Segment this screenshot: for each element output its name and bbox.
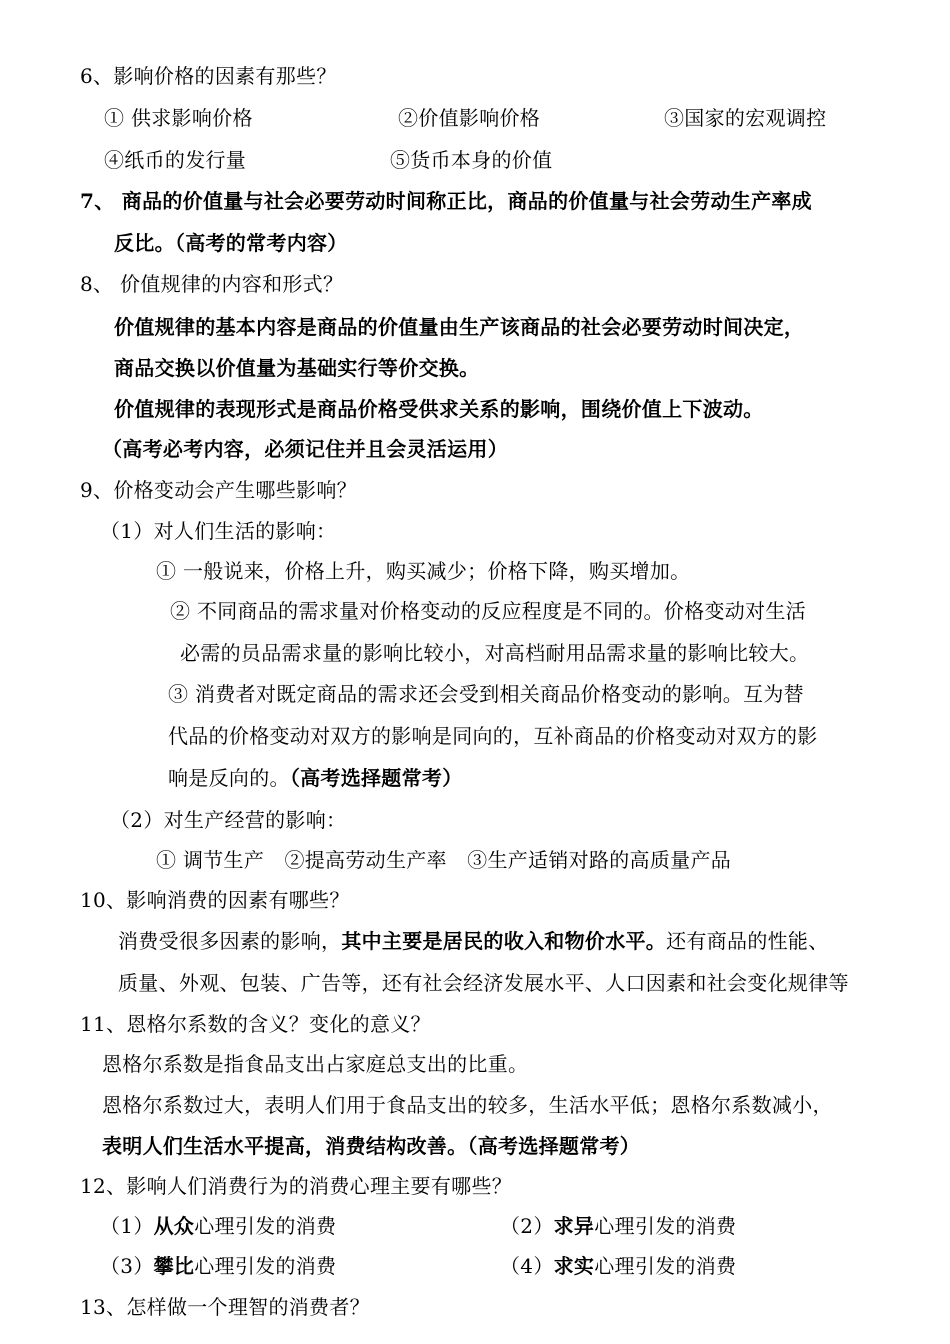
q9-sub-1: （1）对人们生活的影响： bbox=[100, 519, 337, 543]
q10-main-factor: 其中主要是居民的收入和物价水平。 bbox=[341, 929, 667, 953]
q11-line-3: 表明人们生活水平提高，消费结构改善。（高考选择题常考） bbox=[102, 1134, 641, 1158]
q9-sub-2: （2）对生产经营的影响： bbox=[110, 808, 347, 832]
q12-title: 12、影响人们消费行为的消费心理主要有哪些？ bbox=[80, 1174, 513, 1198]
q10-line-1-start: 消费受很多因素的影响， bbox=[118, 929, 342, 953]
q11-line-2: 恩格尔系数过大，表明人们用于食品支出的较多，生活水平低；恩格尔系数减小， bbox=[102, 1093, 833, 1117]
q6-title: 6、影响价格的因素有那些？ bbox=[80, 64, 337, 88]
q13-title: 13、怎样做一个理智的消费者？ bbox=[80, 1295, 370, 1319]
q12-item-1: （1）从众心理引发的消费 bbox=[100, 1214, 337, 1238]
q12-item-3: （3）攀比心理引发的消费 bbox=[100, 1254, 337, 1278]
q12-item-2: （2）求异心理引发的消费 bbox=[500, 1214, 737, 1238]
q8-line-1: 价值规律的基本内容是商品的价值量由生产该商品的社会必要劳动时间决定， bbox=[114, 315, 805, 339]
q6-item-3: ③国家的宏观调控 bbox=[664, 106, 827, 130]
q9-item-2-line-2: 必需的员品需求量的影响比较小，对高档耐用品需求量的影响比较大。 bbox=[180, 641, 810, 665]
q9-item-3-text: 响是反向的。 bbox=[168, 766, 290, 790]
q8-line-4: （高考必考内容，必须记住并且会灵活运用） bbox=[102, 437, 508, 461]
q6-item-2: ②价值影响价格 bbox=[398, 106, 541, 130]
q9-item-3-line-3 bbox=[168, 764, 463, 792]
q9-item-3-line-1: ③ 消费者对既定商品的需求还会受到相关商品价格变动的影响。互为替 bbox=[168, 682, 804, 706]
q6-item-4: ④纸币的发行量 bbox=[104, 148, 247, 172]
q9-item-2-line-1: ② 不同商品的需求量对价格变动的反应程度是不同的。价格变动对生活 bbox=[170, 599, 806, 623]
q8-line-2: 商品交换以价值量为基础实行等价交换。 bbox=[114, 356, 480, 380]
q9-exam-note: （高考选择题常考） bbox=[289, 766, 463, 790]
q6-item-5: ⑤货币本身的价值 bbox=[390, 148, 553, 172]
q10-line-1 bbox=[118, 927, 829, 955]
q7-line-1: 7、 商品的价值量与社会必要劳动时间称正比，商品的价值量与社会劳动生产率成 bbox=[80, 189, 812, 213]
q10-line-2: 质量、外观、包装、广告等，还有社会经济发展水平、人口因素和社会变化规律等 bbox=[118, 971, 849, 995]
q10-title: 10、影响消费的因素有哪些？ bbox=[80, 888, 350, 912]
q11-line-1: 恩格尔系数是指食品支出占家庭总支出的比重。 bbox=[102, 1052, 529, 1076]
q9-sub-2-items: ① 调节生产 ②提高劳动生产率 ③生产适销对路的高质量产品 bbox=[156, 848, 732, 872]
q6-item-1: ① 供求影响价格 bbox=[104, 106, 253, 130]
q11-title: 11、恩格尔系数的含义？变化的意义？ bbox=[80, 1012, 431, 1036]
q10-line-1-end: 还有商品的性能、 bbox=[666, 929, 829, 953]
q8-line-3: 价值规律的表现形式是商品价格受供求关系的影响，围绕价值上下波动。 bbox=[114, 397, 764, 421]
q9-item-3-line-2: 代品的价格变动对双方的影响是同向的，互补商品的价格变动对双方的影 bbox=[168, 724, 818, 748]
q8-title: 8、 价值规律的内容和形式？ bbox=[80, 272, 344, 296]
q12-item-4: （4）求实心理引发的消费 bbox=[500, 1254, 737, 1278]
q7-line-2: 反比。（高考的常考内容） bbox=[114, 231, 348, 255]
q9-item-1: ① 一般说来，价格上升，购买减少；价格下降，购买增加。 bbox=[156, 559, 691, 583]
q9-title: 9、价格变动会产生哪些影响？ bbox=[80, 478, 357, 502]
